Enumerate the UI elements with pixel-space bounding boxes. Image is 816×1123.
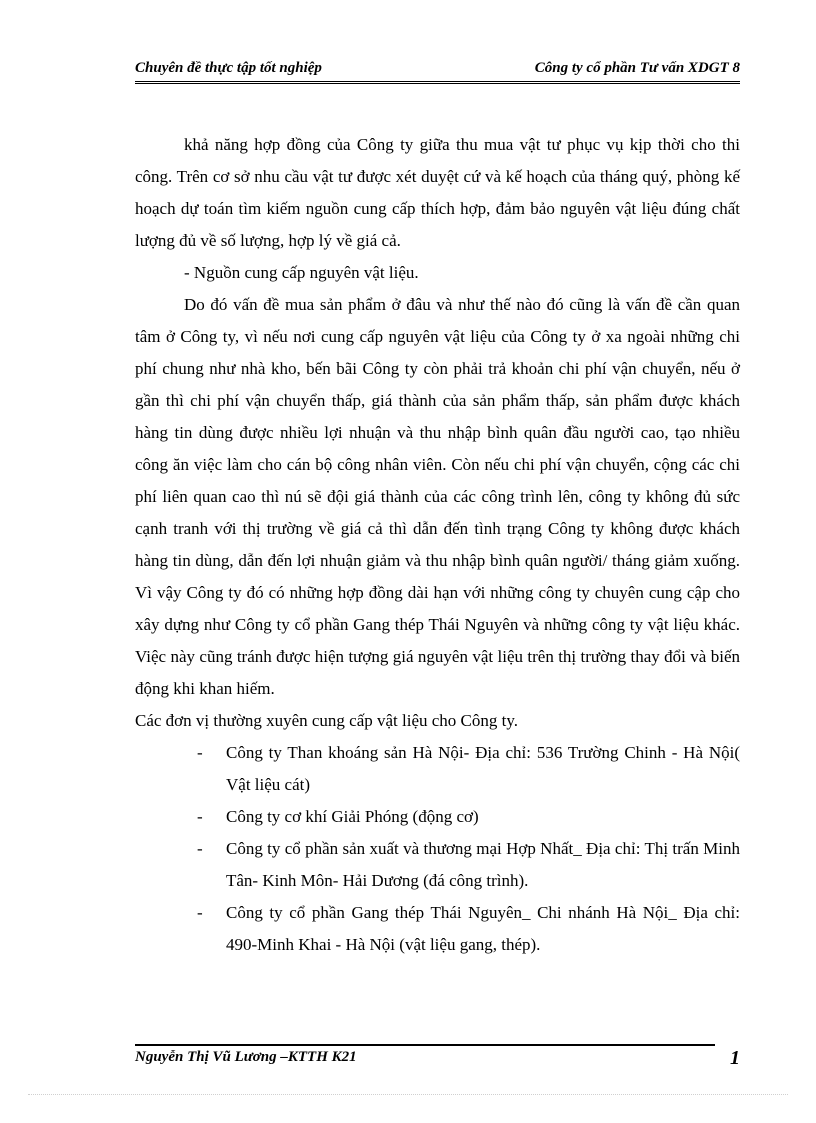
page-footer: [135, 1049, 740, 1071]
list-dash: -: [197, 839, 203, 858]
list-item: [135, 737, 740, 801]
header-divider: [135, 81, 740, 84]
page-number: 1: [730, 1047, 740, 1069]
paragraph-3: Do đó vấn đề mua sản phẩm ở đâu và như thế nào đó cũng là vấn đề cần quan tâm ở Công ty, vì nếu nơi cung cấp nguyên vật liệu của Công ty ở xa ngoài những chi phí chung như nhà kho, bến bãi Công ty còn phải trả khoản chi phí vận chuyển, nếu ở gần thì chi phí vận chuyển thấp, giá thành của sản phẩm thấp, sản phẩm được khách hàng tin dùng được nhiều lợi nhuận và thu nhập bình quân đầu người cao, tạo nhiều công ăn việc làm cho cán bộ công nhân viên. Còn nếu chi phí vận chuyển, cộng các chi phí liên quan cao thì nú sẽ đội giá thành của các công trình lên, công ty không đủ sức cạnh tranh với thị trường về giá cả thì dẫn đến tình trạng Công ty không được khách hàng tin dùng, dẫn đến lợi nhuận giảm và thu nhập bình quân người/ tháng giảm xuống. Vì vậy Công ty đó có những hợp đồng dài hạn với những công ty chuyên cung cập cho xây dựng như Công ty cổ phần Gang thép Thái Nguyên và những công ty vật liệu khác. Việc này cũng tránh được hiện tượng giá nguyên vật liệu trên thị trường thay đổi và biến động khi khan hiếm.: [135, 295, 740, 698]
page-header: [135, 60, 740, 80]
list-item: [135, 833, 740, 897]
list-item-text: Công ty Than khoáng sản Hà Nội- Địa chỉ: 536 Trường Chinh - Hà Nội( Vật liệu cát): [226, 743, 740, 794]
list-item-text: Công ty cổ phần sản xuất và thương mại Hợp Nhất_ Địa chỉ: Thị trấn Minh Tân- Kinh Môn- Hải Dương (đá công trình).: [226, 839, 740, 890]
page-edge-divider: [28, 1094, 788, 1095]
list-dash: -: [197, 743, 203, 762]
list-item: [135, 897, 740, 961]
list-item-text: Công ty cổ phần Gang thép Thái Nguyên_ Chi nhánh Hà Nội_ Địa chỉ: 490-Minh Khai - Hà Nội (vật liệu gang, thép).: [226, 903, 740, 954]
paragraph-2: - Nguồn cung cấp nguyên vật liệu.: [184, 263, 419, 282]
list-dash: -: [197, 807, 203, 826]
header-right-title: Công ty cổ phần Tư vấn XDGT 8: [534, 60, 740, 76]
list-item: [135, 801, 740, 833]
list-item-text: Công ty cơ khí Giải Phóng (động cơ): [226, 807, 479, 826]
paragraph-4: Các đơn vị thường xuyên cung cấp vật liệu cho Công ty.: [135, 711, 519, 730]
supplier-list: [135, 737, 740, 961]
footer-divider: [135, 1044, 715, 1046]
paragraph-1: khả năng hợp đồng của Công ty giữa thu mua vật tư phục vụ kịp thời cho thi công. Trên cơ sở nhu cầu vật tư được xét duyệt cứ và kế hoạch của tháng quý, phòng kế hoạch dự toán tìm kiếm nguồn cung cấp thích hợp, đảm bảo nguyên vật liệu đúng chất lượng đủ về số lượng, hợp lý về giá cả.: [135, 135, 740, 250]
page-body: [135, 129, 740, 961]
header-left-title: Chuyên đề thực tập tốt nghiệp: [135, 60, 322, 76]
footer-author: Nguyễn Thị Vũ Lương –KTTH K21: [135, 1049, 357, 1065]
list-dash: -: [197, 903, 203, 922]
